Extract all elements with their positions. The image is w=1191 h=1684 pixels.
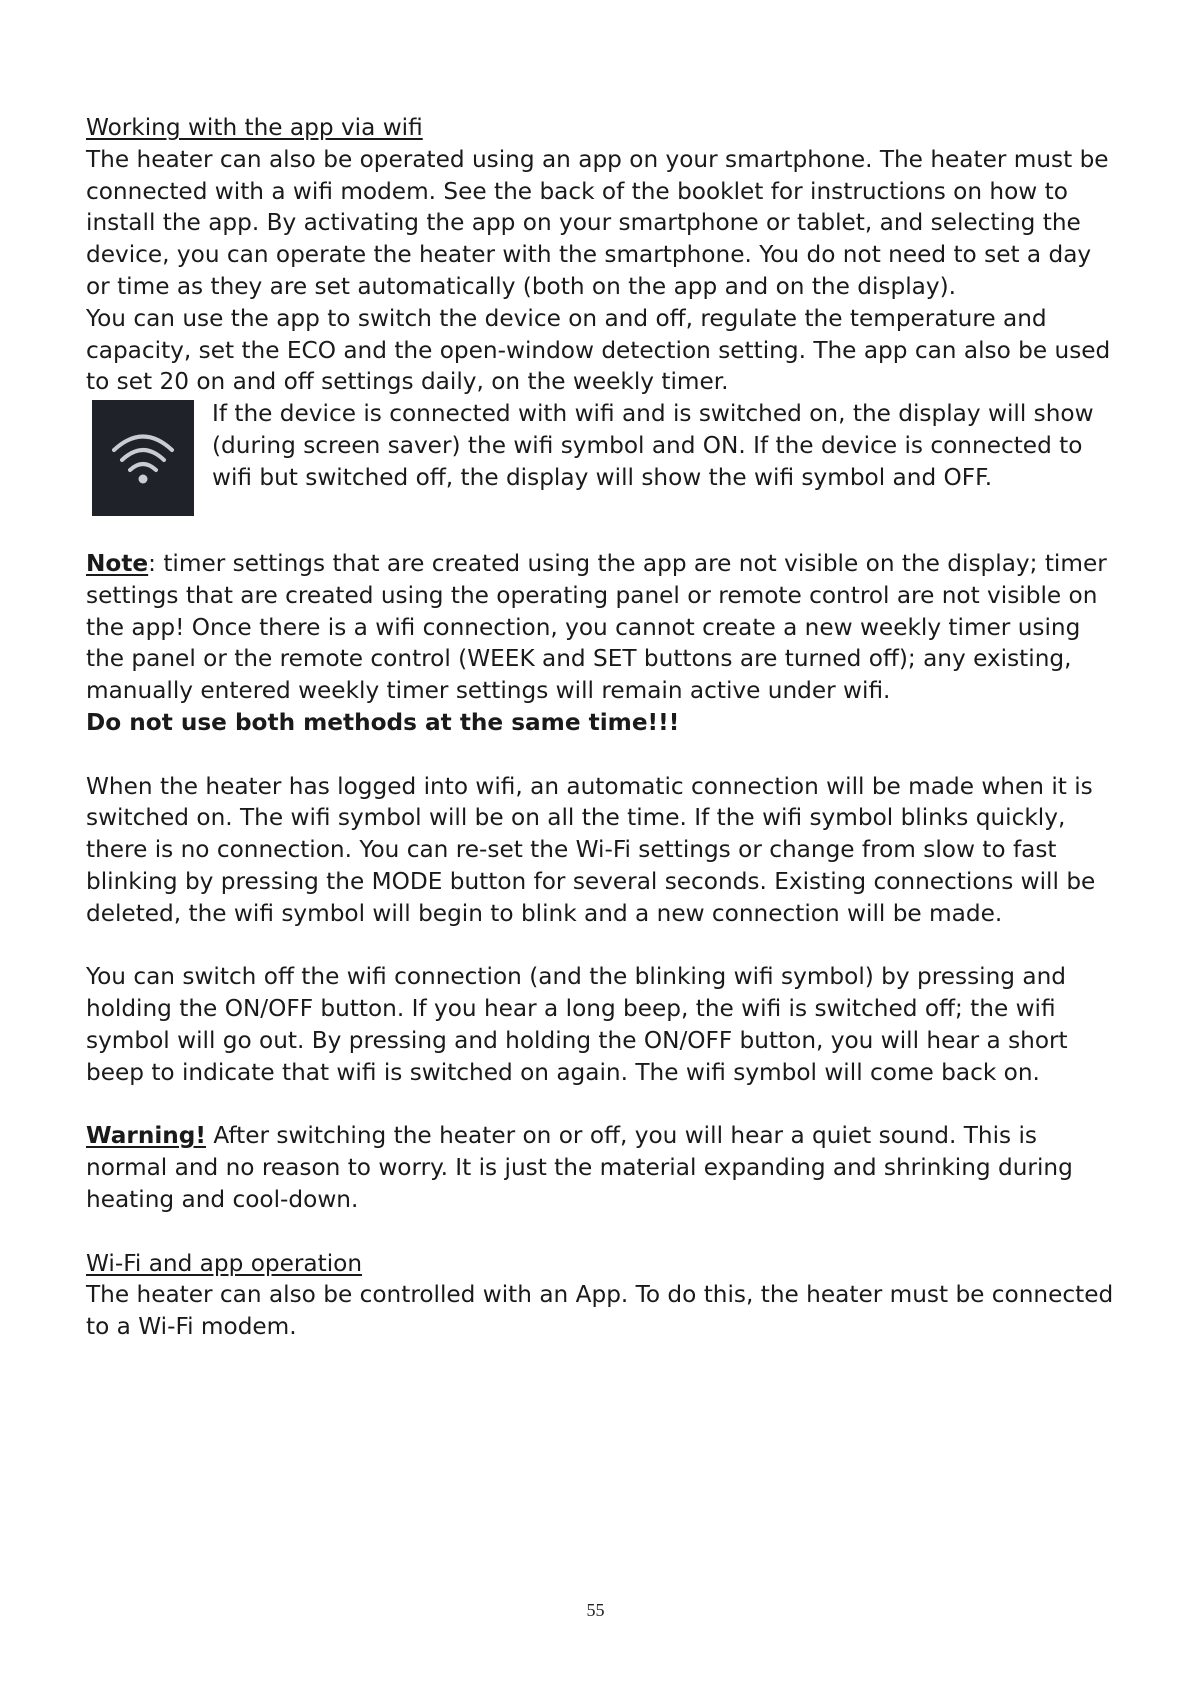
wifi-operation-paragraph: The heater can also be controlled with an App. To do this, the heater must be connected to a Wi-Fi modem. [86,1281,1114,1341]
connection-paragraph: When the heater has logged into wifi, an automatic connection will be made when it is switched on. The wifi symbol will be on all the time. If the wifi symbol blinks quickly, there is no connection. You can re-set the Wi-Fi settings or change from slow to fast blinking by pressing the MODE button for several seconds. Existing connections will be deleted, the wifi symbol will begin to blink and a new connection will be made. [86,772,1096,927]
spacer [86,739,1116,771]
section-heading-wifi-app: Working with the app via wifi [86,114,423,141]
spacer [86,930,1116,962]
switch-off-paragraph: You can switch off the wifi connection (and the blinking wifi symbol) by pressing and holding the ON/OFF button. If you hear a long beep, the wifi is switched off; the wifi symbol will go out. By pressing and holding the ON/OFF button, you will hear a short beep to indicate that wifi is switched on again. The wifi symbol will come back on. [86,963,1068,1086]
note-paragraph [86,548,1116,707]
wifi-icon [92,400,194,516]
section-heading-wifi-operation: Wi-Fi and app operation [86,1249,363,1277]
wifi-display-figure [86,398,1116,516]
note-label: Note [86,549,149,577]
warning-text: After switching the heater on or off, you will hear a quiet sound. This is normal and no reason to worry. It is just the material expanding and shrinking during heating and cool-down. [86,1122,1073,1213]
spacer [86,1089,1116,1121]
note-text: : timer settings that are created using the app are not visible on the display; timer settings that are created using the operating panel or remote control are not visible on the app! Once there is a wifi connection, you cannot create a new weekly timer using the panel or the remote control (WEEK and SET buttons are turned off); any existing, manually entered weekly timer settings will remain active under wifi. [86,549,1107,705]
page-number: 55 [586,1600,605,1620]
note-emphasis: Do not use both methods at the same time!!! [86,708,680,736]
app-functions-paragraph: You can use the app to switch the device on and off, regulate the temperature and capacity, set the ECO and the open-window detection setting. The app can also be used to set 20 on and off settings daily, on the weekly timer. [86,304,1111,396]
wifi-display-description: If the device is connected with wifi and is switched on, the display will show (during screen saver) the wifi symbol and ON. If the device is connected to wifi but switched off, the display will show the wifi symbol and OFF. [212,400,1094,491]
warning-label: Warning! [86,1122,206,1150]
intro-paragraph: The heater can also be operated using an app on your smartphone. The heater must be connected with a wifi modem. See the back of the booklet for instructions on how to install the app. By activating the app on your smartphone or tablet, and selecting the device, you can operate the heater with the smartphone. You do not need to set a day or time as they are set automatically (both on the app and on the display). [86,145,1109,300]
warning-paragraph [86,1120,1116,1215]
page-content [86,112,1116,1343]
spacer [86,516,1116,548]
spacer [86,1216,1116,1248]
